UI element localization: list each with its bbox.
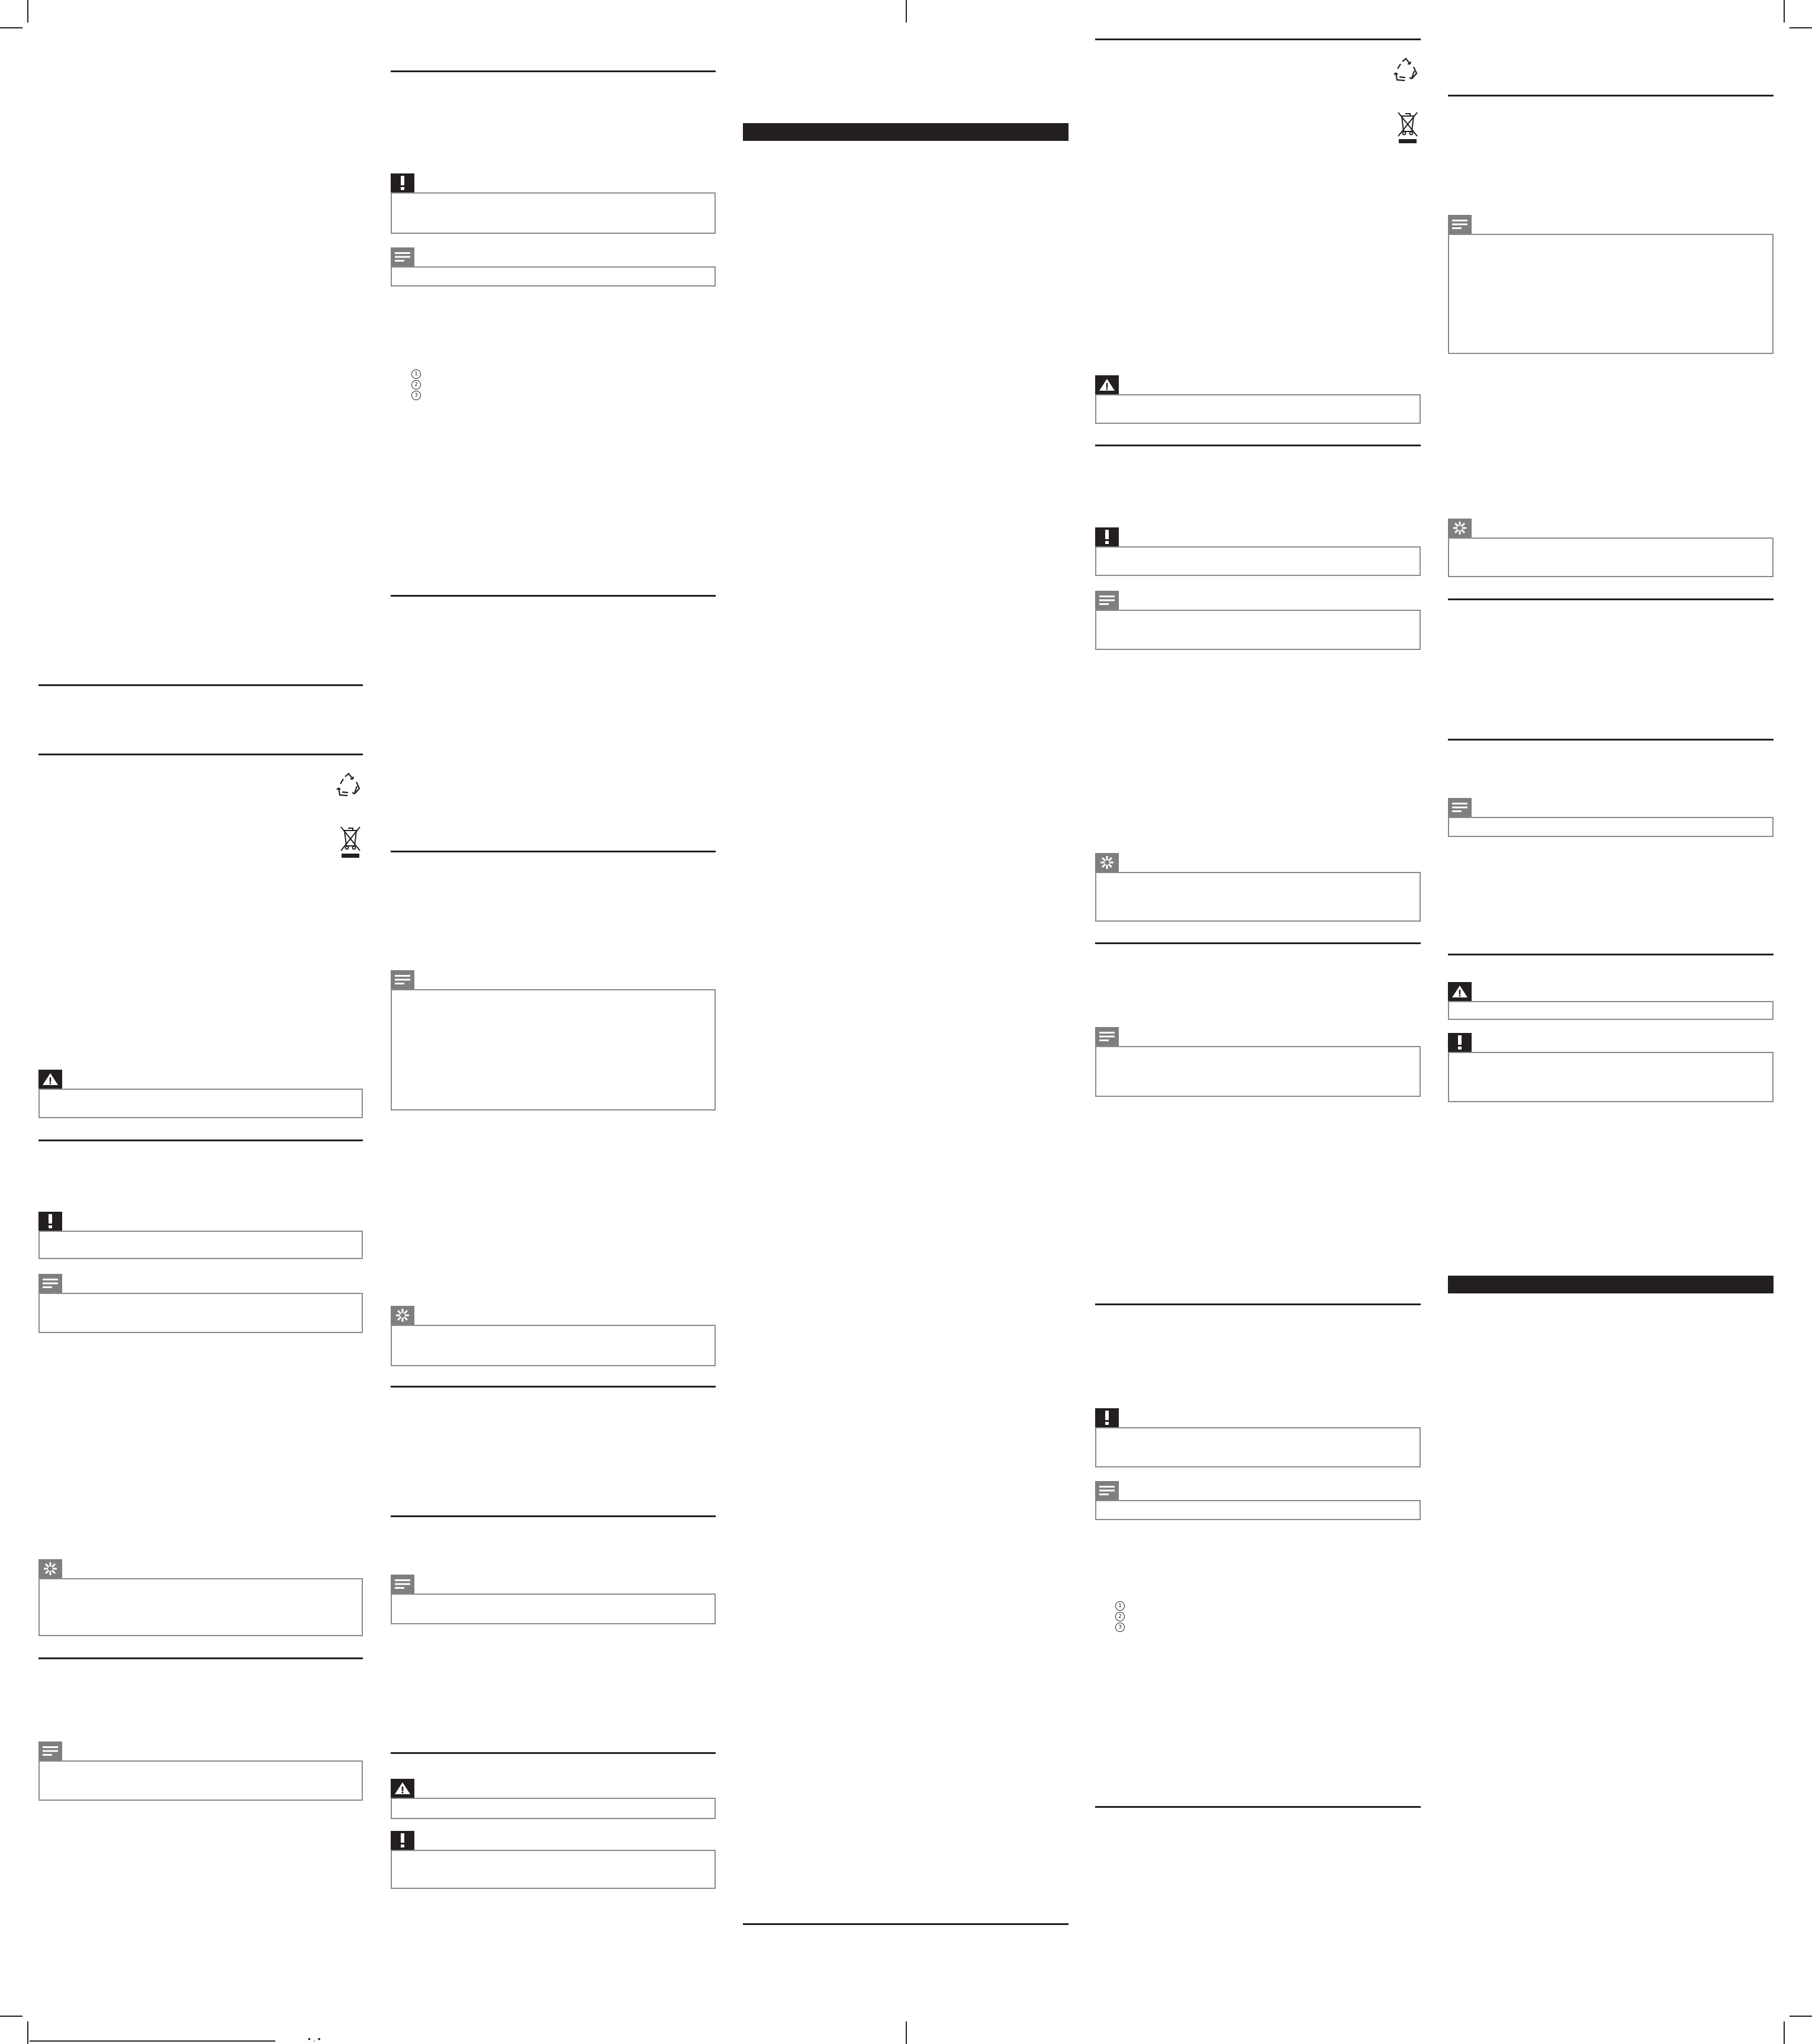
tip-box [38, 1578, 363, 1636]
note-lines-icon [1099, 1485, 1115, 1496]
warning-box [1095, 394, 1421, 424]
section-rule [1448, 739, 1774, 741]
tip-tag [38, 1559, 62, 1578]
note-tag [391, 1575, 414, 1594]
note-box [38, 1760, 363, 1801]
caution-exclamation-icon [47, 1213, 53, 1229]
section-rule [391, 1386, 716, 1388]
note-box [391, 1594, 716, 1624]
step-marker: 2 [1115, 1612, 1125, 1621]
crop-mark [1784, 0, 1785, 22]
caution-tag [391, 173, 414, 192]
printer-slug: • . • [308, 2034, 321, 2043]
step-marker: 1 [411, 369, 421, 379]
tip-box [1448, 537, 1774, 577]
section-rule [1448, 95, 1774, 96]
note-lines-icon [395, 1579, 410, 1589]
tip-asterisk-icon [395, 1308, 410, 1322]
caution-exclamation-icon [1457, 1035, 1463, 1050]
caution-box [1448, 1052, 1774, 1102]
note-tag [38, 1742, 62, 1760]
section-rule [1448, 598, 1774, 600]
warning-box [391, 1798, 716, 1819]
recycle-icon [1392, 57, 1420, 84]
crop-mark [1784, 2022, 1785, 2044]
warning-tag [1095, 375, 1119, 394]
crop-mark [1790, 27, 1812, 28]
note-box [1448, 234, 1774, 354]
section-rule [38, 1140, 363, 1141]
tip-asterisk-icon [43, 1562, 57, 1576]
caution-exclamation-icon [400, 175, 405, 191]
section-rule [1448, 954, 1774, 955]
recycle-icon [335, 772, 362, 799]
language-header-bar [743, 123, 1068, 141]
note-lines-icon [43, 1746, 58, 1756]
tip-box [391, 1325, 716, 1366]
tip-box [1095, 872, 1421, 922]
warning-box [1448, 1001, 1774, 1020]
note-tag [1095, 1481, 1119, 1500]
caution-box [1095, 1427, 1421, 1467]
note-box [1095, 1500, 1421, 1520]
section-rule [1095, 1806, 1421, 1808]
step-marker: 3 [1115, 1623, 1125, 1632]
tip-asterisk-icon [1100, 855, 1114, 870]
note-box [391, 266, 716, 287]
note-lines-icon [43, 1278, 58, 1289]
note-box [391, 989, 716, 1110]
warning-triangle-icon [394, 1781, 411, 1795]
crop-mark [27, 0, 28, 22]
crop-mark [0, 27, 22, 28]
section-rule [391, 851, 716, 852]
warning-box [38, 1089, 363, 1118]
note-tag [391, 970, 414, 989]
note-lines-icon [1099, 595, 1115, 606]
crossed-out-wheelie-bin-icon [339, 825, 362, 859]
step-marker: 2 [411, 380, 421, 390]
section-rule [391, 595, 716, 597]
note-tag [1448, 215, 1472, 234]
warning-triangle-icon [41, 1072, 59, 1086]
warning-tag [38, 1070, 62, 1089]
note-box [1448, 817, 1774, 837]
crossed-out-wheelie-bin-icon [1396, 110, 1420, 144]
caution-exclamation-icon [400, 1833, 405, 1848]
caution-tag [1095, 1408, 1119, 1427]
section-rule [38, 684, 363, 686]
note-lines-icon [1099, 1031, 1115, 1042]
crop-mark [0, 2016, 22, 2017]
crop-mark [906, 0, 907, 22]
crop-mark [1790, 2016, 1812, 2017]
tip-tag [1448, 519, 1472, 537]
note-tag [1095, 591, 1119, 610]
caution-tag [1448, 1033, 1472, 1052]
caution-tag [391, 1831, 414, 1850]
tip-asterisk-icon [1453, 521, 1467, 535]
section-rule [391, 1515, 716, 1517]
caution-box [1095, 546, 1421, 576]
note-lines-icon [395, 252, 410, 262]
crop-mark [27, 2022, 28, 2044]
section-rule [743, 1923, 1068, 1925]
caution-exclamation-icon [1104, 1410, 1110, 1425]
note-lines-icon [395, 974, 410, 985]
caution-tag [1095, 527, 1119, 546]
caution-exclamation-icon [1104, 529, 1110, 545]
section-rule [38, 754, 363, 755]
caution-box [38, 1231, 363, 1259]
tip-tag [391, 1306, 414, 1325]
warning-tag [391, 1779, 414, 1798]
note-box [1095, 1046, 1421, 1097]
note-tag [1095, 1027, 1119, 1046]
note-lines-icon [1452, 802, 1467, 813]
printer-slug-line [30, 2040, 275, 2042]
section-rule [1095, 445, 1421, 446]
caution-tag [38, 1212, 62, 1231]
caution-box [391, 1850, 716, 1889]
section-rule [391, 70, 716, 72]
note-lines-icon [1452, 219, 1467, 230]
warning-tag [1448, 982, 1472, 1001]
section-rule [1095, 942, 1421, 944]
section-rule [391, 1752, 716, 1754]
step-marker: 3 [411, 391, 421, 400]
section-rule [38, 1657, 363, 1659]
step-marker: 1 [1115, 1601, 1125, 1611]
language-header-bar [1448, 1276, 1774, 1293]
crop-mark [906, 2022, 907, 2044]
note-tag [38, 1274, 62, 1293]
note-box [38, 1293, 363, 1333]
warning-triangle-icon [1451, 984, 1469, 999]
note-tag [1448, 798, 1472, 817]
note-tag [391, 247, 414, 266]
tip-tag [1095, 853, 1119, 872]
warning-triangle-icon [1098, 378, 1116, 392]
section-rule [1095, 38, 1421, 40]
section-rule [1095, 1303, 1421, 1305]
note-box [1095, 610, 1421, 650]
caution-box [391, 192, 716, 234]
